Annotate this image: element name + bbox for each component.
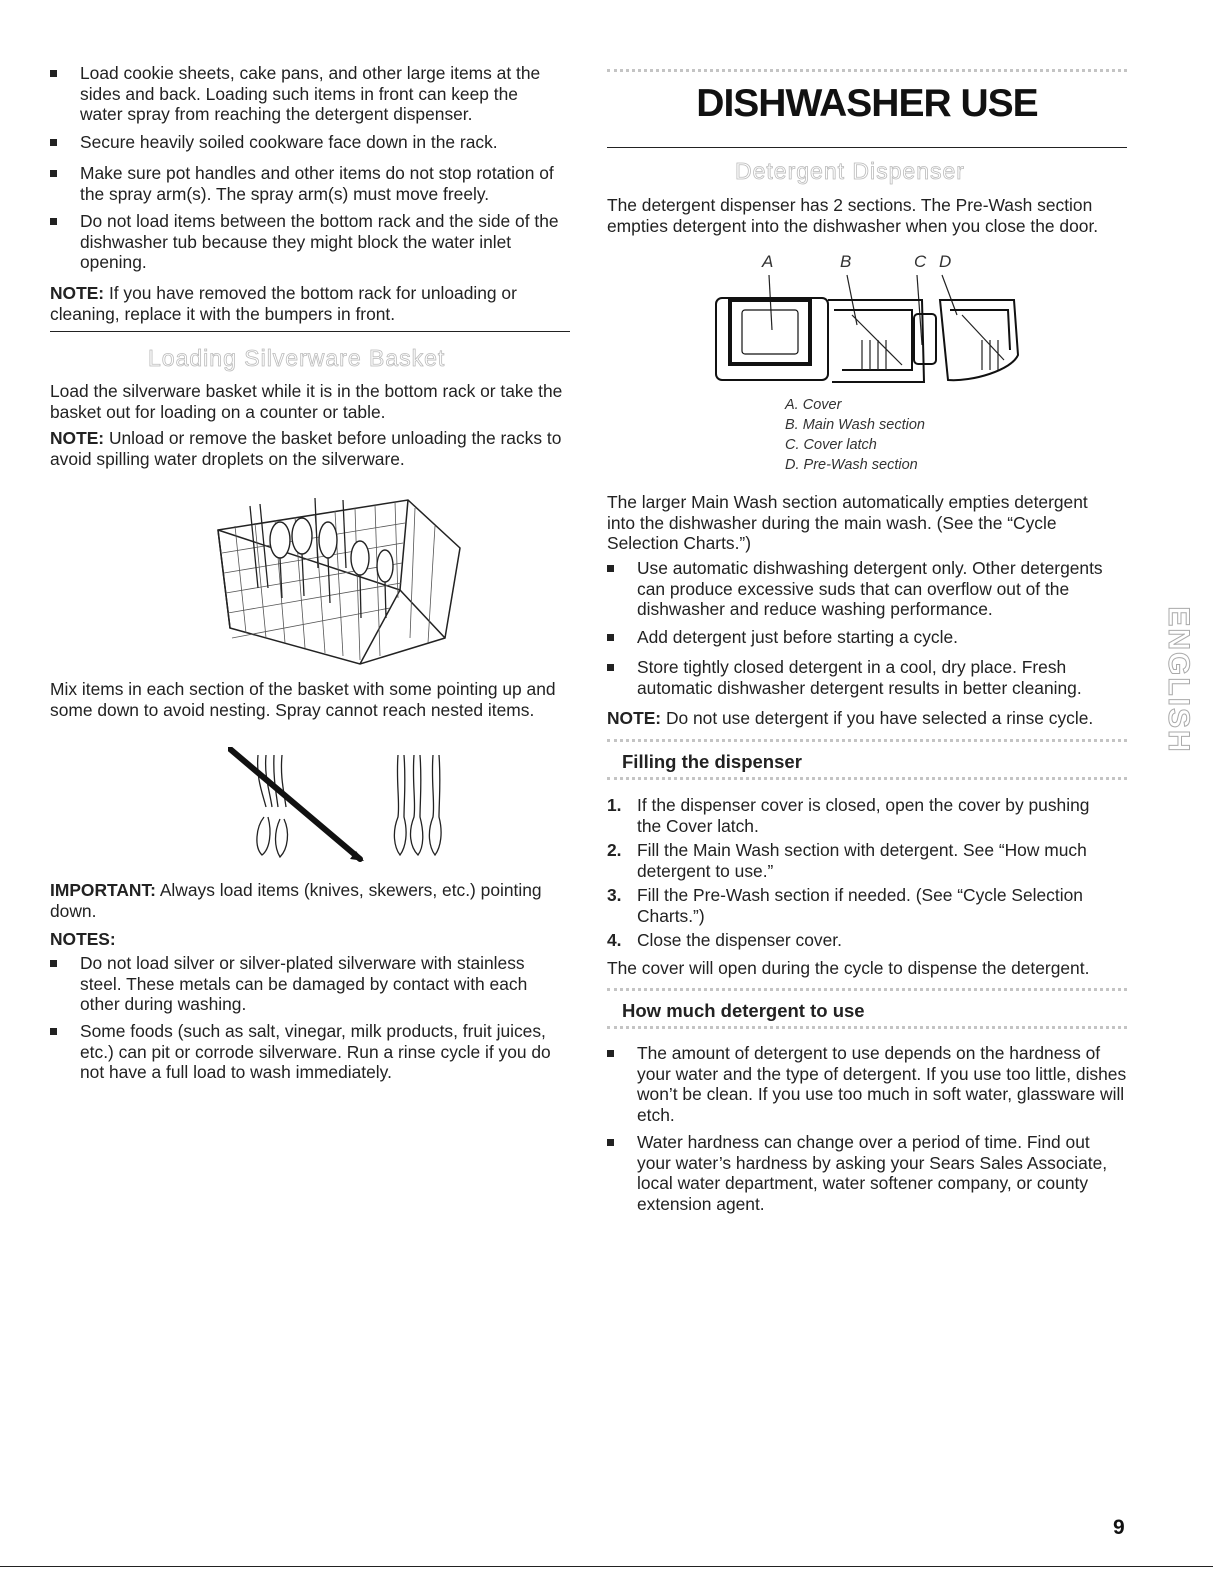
bullet-icon [607, 1139, 614, 1146]
note-paragraph: NOTE: Do not use detergent if you have selected a rinse cycle. [607, 708, 1094, 728]
page-number: 9 [1113, 1516, 1125, 1539]
bullet-icon [607, 1050, 614, 1057]
bullet-icon [607, 634, 614, 641]
dotted-divider [607, 69, 1127, 72]
language-side-tab: ENGLISH [1162, 606, 1195, 754]
manual-page: Load cookie sheets, cake pans, and other large items at the sides and back. Loading such items in front can keep the water spray from reaching the detergent dispenser. Secure heavily soiled cookware face down in the rack. Make sure pot handles and other items do not stop rotation of the spray arm(s). The spray arm(s) must move freely. Do not load items between the bottom rack and the side of the dishwasher tub because they might block the water inlet opening. NOTE: If you have removed the bottom rack for unloading or cleaning, replace it with the bumpers in front. Loading Silverware Basket Load the silverware basket while it is in the bottom rack or take the basket out for loading on a counter or table. NOTE: Unload or remove the basket before unloading the racks to avoid spilling water droplets on the silverware. Mix items in each section of the basket with some pointing up and some down to avoid nesting. Spray cannot reach nested items. IMPORTANT: Always load items (knives, skewers, etc.) pointing down. NOTES: Do not load silver or silver-plated silverware with stainless steel. These metals can be damaged by contact with each other during washing. Some foods (such as salt, vinegar, milk products, fruit juices, etc.) can pit or corrode silverware. Run a rinse cycle if you do not have a full load to wash immediately. DISHWASHER USE Detergent Dispenser The detergent dispenser has 2 sections. The Pre-Wash section empties detergent into the dishwasher when you close the door. A B C D A. Cover B. Main Wash section C. Cover latch D. Pre-Wash section The larger Main Wash section automatically empties detergent into the dishwasher during the main wash. (See the “Cycle Selection Charts.”) Use automatic dishwashing detergent only. Other detergents can produce excessive suds that can overflow out of the dishwasher and reduce washing performance. Add detergent just before starting a cycle. Store tightly closed detergent in a cool, dry place. Fresh automatic dishwasher detergent results in better cleaning. NOTE: Do not use detergent if you have selected a rinse cycle. Filling the dispenser 1. If the dispenser cover is closed, open the cover by pushing the Cover latch. 2. Fill the Main Wash section with detergent. See “How much detergent to use.” 3. Fill the Pre-Wash section if needed. (See “Cycle Selection Charts.”) 4. Close the dispenser cover. The cover will open during the cycle to dispense the detergent. How much detergent to use The amount of detergent to use depends on the hardness of your water and the type of detergent. If you use too little, dishes won’t be clean. If you use too much in soft water, glassware will etch. Water hardness can change over a period of time. Find out your water’s hardness by asking your Sears Sales Associate, local water department, water softener company, or county extension agent. ENGLISH 9 [0, 0, 1213, 1575]
paragraph: The larger Main Wash section automatically empties detergent into the dishwasher during the main wash. (See the “Cycle Selection Charts.”) [607, 492, 1088, 553]
dotted-divider [607, 739, 1127, 742]
dotted-divider [607, 777, 1127, 780]
section-divider [607, 147, 1127, 148]
silverware-basket-illustration [210, 478, 470, 668]
notes-heading: NOTES: [50, 929, 116, 949]
paragraph: Load the silverware basket while it is in the bottom rack or take the basket out for loading on a counter or table. [50, 381, 563, 422]
dotted-divider [607, 1026, 1127, 1029]
section-divider [50, 331, 570, 332]
bullet-icon [50, 218, 57, 225]
bullet-icon [50, 960, 57, 967]
detergent-dispenser-illustration [712, 270, 1027, 390]
note-paragraph: NOTE: If you have removed the bottom rack for unloading or cleaning, replace it with the bumpers in front. [50, 283, 517, 324]
page-bottom-rule [0, 1566, 1213, 1567]
bullet-icon [50, 70, 57, 77]
paragraph: The cover will open during the cycle to dispense the detergent. [607, 958, 1090, 978]
bullet-icon [50, 139, 57, 146]
figure-caption: A. Cover [785, 397, 842, 413]
figure-caption: C. Cover latch [785, 437, 877, 453]
section-title: Detergent Dispenser [735, 158, 965, 184]
bullet-icon [607, 664, 614, 671]
subsection-heading: Filling the dispenser [622, 751, 802, 772]
bullet-icon [607, 565, 614, 572]
note-paragraph: NOTE: Unload or remove the basket before unloading the racks to avoid spilling water droplets on the silverware. [50, 428, 562, 469]
subsection-heading: How much detergent to use [622, 1000, 865, 1021]
important-paragraph: IMPORTANT: Always load items (knives, skewers, etc.) pointing down. [50, 880, 542, 921]
paragraph: Mix items in each section of the basket with some pointing up and some down to avoid nesting. Spray cannot reach nested items. [50, 679, 556, 720]
bullet-icon [50, 1028, 57, 1035]
page-heading: DISHWASHER USE [696, 82, 1038, 125]
dotted-divider [607, 988, 1127, 991]
figure-caption: B. Main Wash section [785, 417, 925, 433]
section-title: Loading Silverware Basket [148, 345, 446, 371]
figure-caption: D. Pre-Wash section [785, 457, 918, 473]
paragraph: The detergent dispenser has 2 sections. The Pre-Wash section empties detergent into the dishwasher when you close the door. [607, 195, 1099, 236]
silverware-orientation-illustration [228, 747, 458, 862]
bullet-icon [50, 170, 57, 177]
